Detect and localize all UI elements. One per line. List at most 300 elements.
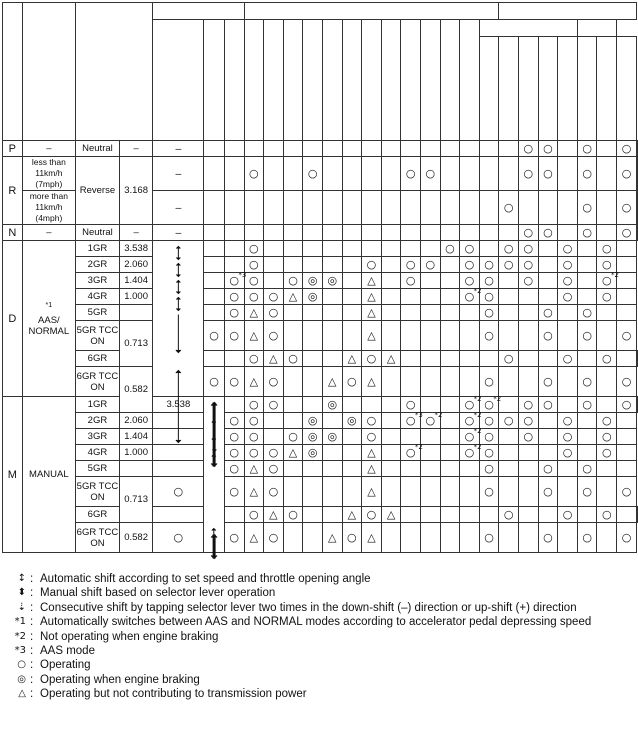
cell-b2-brake: [342, 367, 362, 397]
cell-f1-one-way-clutch: [420, 507, 440, 523]
marker-not-contributing-icon: △: [269, 351, 278, 365]
cell-engine-brake: [224, 241, 244, 257]
cell-tcc-control-solenoid: [617, 445, 637, 461]
cell-f2-one-way-clutch: [420, 367, 440, 397]
cell-f2-one-way-clutch: [420, 461, 440, 477]
cell-shift-solenoid-c: [519, 257, 539, 273]
cell-shift-solenoid-e: [558, 321, 578, 351]
gear-cell: 1GR: [76, 397, 120, 413]
cell-shift-solenoid-a: [479, 321, 499, 351]
marker-operating-icon: ○: [562, 289, 573, 303]
legend-item: [0, 601, 638, 615]
cell-c4-clutch: [303, 461, 323, 477]
cell-shift-solenoid-c: [519, 241, 539, 257]
cell-c4-clutch: [303, 241, 323, 257]
cell-c4-clutch: [303, 157, 323, 191]
legend-colon: :: [30, 587, 34, 600]
marker-operating-icon: ○: [484, 273, 494, 287]
shift-cell: –: [153, 157, 204, 191]
table-row: [3, 273, 638, 289]
legend-item: [0, 673, 638, 687]
cell-b4-brake: [381, 413, 401, 429]
cell-c1-clutch: [244, 241, 264, 257]
cell-shift-solenoid-e: [558, 523, 578, 553]
marker-operating-icon: ○: [523, 273, 534, 287]
marker-operating-icon: ○: [249, 257, 259, 271]
marker-operating-icon: ○: [288, 351, 298, 365]
cell-engine-brake: [244, 351, 264, 367]
cell-c2-clutch: [264, 191, 284, 225]
cell-tcc-control-solenoid: [617, 141, 637, 157]
marker-operating-icon: ○: [366, 507, 377, 521]
cell-tcc: [153, 477, 204, 507]
legend-colon: :: [30, 645, 34, 658]
cell-c1-clutch: [244, 305, 264, 321]
cell-tcc-control-solenoid: [617, 413, 637, 429]
ratio-cell: [153, 507, 204, 523]
marker-operating-icon: ○: [425, 166, 436, 180]
cell-shift-solenoid-b: [499, 225, 519, 241]
cell-shift-solenoid-d: [538, 445, 558, 461]
cell-shift-solenoid-f: [577, 241, 597, 257]
cell-f3-one-way-clutch: [440, 445, 460, 461]
cell-b4-brake: [381, 321, 401, 351]
cell-c1-clutch: [244, 191, 264, 225]
cell-shift-solenoid-e: [577, 397, 597, 413]
ratio-cell: 1.000: [119, 445, 153, 461]
marker-operating-icon: ○: [582, 141, 592, 155]
cell-b2-brake: [342, 429, 362, 445]
cell-shift-solenoid-b: [499, 321, 519, 351]
marker-not-contributing-icon: △: [249, 328, 259, 342]
cell-f4-one-way-clutch: [460, 305, 480, 321]
cell-c2-clutch: [264, 523, 284, 553]
cell-shift-solenoid-g: [597, 367, 617, 397]
cell-f4-one-way-clutch: [460, 321, 480, 351]
cell-f4-one-way-clutch: [460, 191, 480, 225]
marker-operating-icon: ○: [562, 429, 573, 443]
legend-key: ○: [17, 659, 26, 671]
marker-operating-icon: ○: [249, 429, 259, 443]
cell-f1-one-way-clutch: [401, 257, 421, 273]
cell-shift-solenoid-f: [577, 429, 597, 445]
marker-operating-icon: ○: [464, 257, 475, 271]
marker-operating-icon: ○: [523, 166, 534, 180]
range-d: D: [3, 241, 23, 397]
footnote-mark: *3: [414, 410, 423, 419]
cell-c4-clutch: [322, 397, 342, 413]
marker-operating-icon: ○: [249, 397, 259, 411]
marker-operating-icon: ○: [288, 429, 298, 443]
cell-shift-solenoid-a: [479, 289, 499, 305]
footnote-mark: *2: [473, 426, 482, 435]
marker-operating-icon: ○: [582, 484, 592, 498]
marker-operating-icon: ○: [268, 397, 279, 411]
marker-not-contributing-icon: △: [367, 305, 376, 319]
cell-shift-solenoid-e: [558, 367, 578, 397]
cell-c3-clutch: [283, 191, 303, 225]
marker-not-contributing-icon: △: [249, 530, 259, 544]
cell-c3-clutch: [283, 367, 303, 397]
ratio-cell: [119, 461, 153, 477]
shift-cell: –: [153, 141, 204, 157]
marker-not-contributing-icon: △: [367, 289, 376, 303]
cell-c3-clutch: [283, 273, 303, 289]
cell-shift-solenoid-d: [538, 477, 558, 507]
col-b4-brake: [381, 20, 401, 141]
legend-colon: :: [30, 673, 34, 686]
marker-operating-icon: ○: [366, 413, 377, 427]
cell-f2-one-way-clutch: [440, 351, 460, 367]
cell-shift-solenoid-d: [538, 257, 558, 273]
cell-shift-solenoid-c: [519, 367, 539, 397]
marker-not-contributing-icon: △: [367, 273, 376, 287]
cell-b4-brake: [381, 273, 401, 289]
cell-tcc: [204, 321, 225, 351]
marker-operating-icon: ○: [601, 257, 612, 271]
cell-tcc: [204, 273, 225, 289]
cell-shift-solenoid-b: [499, 305, 519, 321]
marker-operating-icon: ○: [523, 225, 534, 239]
cell-tcc-control-solenoid: [617, 461, 637, 477]
cell-shift-solenoid-a: [499, 507, 519, 523]
cell-b3-brake: [362, 445, 382, 461]
gear-cell: Neutral: [76, 141, 120, 157]
cell-shift-solenoid-g: [597, 461, 617, 477]
cell-b3-brake: [362, 241, 382, 257]
col-c3-clutch: [283, 20, 303, 141]
cell-b1-brake: [342, 351, 362, 367]
marker-operating-icon: ○ *2: [464, 426, 482, 443]
cell-c3-clutch: [283, 141, 303, 157]
marker-operating-icon: ○: [503, 257, 514, 271]
marker-operating-icon: ○: [543, 225, 553, 239]
marker-operating-icon: ○: [249, 445, 259, 459]
cell-shift-solenoid-d: [558, 397, 578, 413]
marker-operating-icon: ○: [523, 397, 534, 411]
cell-engine-brake: [224, 225, 244, 241]
col-c1-clutch: [244, 20, 264, 141]
marker-operating-icon: ○: [249, 507, 259, 521]
header-position-range: [3, 3, 23, 141]
ratio-cell: 1.404: [119, 429, 153, 445]
marker-operating-icon: ○: [601, 445, 612, 459]
cell-b2-brake: [342, 461, 362, 477]
cell-shift-solenoid-d: [538, 523, 558, 553]
legend-key: ⬍: [17, 587, 26, 599]
cell-engine-brake: [224, 305, 244, 321]
cell-shift-solenoid-f: [577, 321, 597, 351]
marker-operating-icon: ○: [523, 413, 534, 427]
cell-tcc: [224, 507, 244, 523]
header-gear-position: [76, 3, 153, 141]
cell-shift-solenoid-f: [577, 141, 597, 157]
cell-shift-solenoid-f: [597, 397, 617, 413]
cell-shift-solenoid-c: [519, 429, 539, 445]
cell-shift-solenoid-g: [597, 141, 617, 157]
marker-operating-icon: ○: [268, 305, 279, 319]
footnote-mark: *2: [473, 410, 482, 419]
gear-cell: 3GR: [76, 273, 120, 289]
cell-engine-brake: [244, 507, 264, 523]
cell-b1-brake: [342, 507, 362, 523]
marker-not-contributing-icon: △: [347, 507, 357, 521]
cell-c1-clutch: [244, 523, 264, 553]
cell-f2-one-way-clutch: [420, 241, 440, 257]
header-transmission: [244, 3, 499, 20]
cell-c3-clutch: [283, 461, 303, 477]
table-row: [3, 257, 638, 273]
gear-cell: 5GR: [76, 461, 120, 477]
col-c4-clutch: [303, 20, 323, 141]
cell-b2-brake: [342, 289, 362, 305]
marker-operating-icon: ○: [366, 429, 377, 443]
cell-f4-one-way-clutch: [479, 507, 499, 523]
cell-c3-clutch: [283, 305, 303, 321]
cell-b2-brake: [342, 477, 362, 507]
cell-shift-solenoid-c: [519, 461, 539, 477]
cell-shift-solenoid-d: [538, 321, 558, 351]
gear-cell: 3GR: [76, 429, 120, 445]
table-row: [3, 321, 638, 351]
cell-shift-solenoid-c: [519, 157, 539, 191]
cell-tcc: [153, 429, 204, 445]
cell-b1-brake: [322, 273, 342, 289]
cell-shift-solenoid-b: [499, 429, 519, 445]
cell-b4-brake: [381, 445, 401, 461]
marker-operating-icon: ○: [307, 166, 318, 180]
cell-shift-solenoid-g: [597, 477, 617, 507]
cell-c4-clutch: [303, 305, 323, 321]
marker-operating-icon: ○: [405, 257, 416, 271]
marker-operating-icon: ○ *2: [464, 410, 482, 427]
marker-operating-icon: ○: [582, 461, 592, 475]
cell-c4-clutch: [303, 257, 323, 273]
cell-shift-solenoid-g: [617, 507, 637, 523]
cell-tcc-control-solenoid: [637, 351, 638, 367]
cell-f4-one-way-clutch: [460, 157, 480, 191]
footnote-mark: *2: [493, 394, 502, 403]
marker-operating-icon: ○: [445, 241, 455, 255]
marker-not-contributing-icon: △: [386, 507, 396, 521]
cell-b2-brake: [342, 523, 362, 553]
cell-tcc-control-solenoid: [617, 241, 637, 257]
cell-shift-solenoid-a: [479, 241, 499, 257]
legend-key: ↕: [17, 573, 26, 584]
marker-operating-icon: ○: [523, 257, 534, 271]
cell-shift-solenoid-g: [597, 445, 617, 461]
cell-shift-solenoid-c: [519, 305, 539, 321]
gear-cell: 5GR TCC ON: [76, 477, 120, 507]
cell-shift-solenoid-a: [479, 461, 499, 477]
legend-colon: :: [30, 688, 34, 701]
cell-b3-brake: [362, 477, 382, 507]
cell-c1-clutch: [244, 429, 264, 445]
cell-c1-clutch: [264, 351, 284, 367]
legend-key: *2: [14, 630, 26, 642]
cell-shift-solenoid-e: [558, 257, 578, 273]
table-row: [3, 157, 638, 191]
legend-text: Operating: [40, 659, 91, 672]
cell-engine-brake: [224, 445, 244, 461]
cell-c2-clutch: [264, 257, 284, 273]
cell-f4-one-way-clutch: [460, 241, 480, 257]
marker-operating-icon: ○: [366, 257, 377, 271]
marker-operating-icon: ○: [543, 530, 553, 544]
cell-shift-solenoid-b: [499, 289, 519, 305]
legend-colon: :: [30, 616, 34, 629]
cell-c1-clutch: [244, 445, 264, 461]
col-b3-brake: [362, 20, 382, 141]
cell-shift-solenoid-g: [597, 289, 617, 305]
marker-operating-icon: ○ *2: [425, 410, 443, 427]
cell-shift-solenoid-g: [597, 191, 617, 225]
marker-not-contributing-icon: △: [249, 305, 259, 319]
cell-b1-brake: [322, 141, 342, 157]
cell-b1-brake: [342, 397, 362, 413]
cell-tcc: [153, 523, 204, 553]
marker-operating-icon: ○: [562, 445, 573, 459]
mode-cell: [22, 397, 76, 553]
cell-shift-solenoid-d: [538, 141, 558, 157]
legend-key: ◎: [17, 673, 26, 685]
cell-tcc: [153, 413, 204, 429]
cell-f1-one-way-clutch: [401, 461, 421, 477]
cell-b4-brake: [381, 191, 401, 225]
cell-b4-brake: [381, 225, 401, 241]
table-row: [3, 413, 638, 429]
cell-c2-clutch: [264, 225, 284, 241]
cell-b1-brake: [322, 225, 342, 241]
mode-cell: [22, 141, 76, 157]
marker-operating-icon: ○: [582, 200, 592, 214]
marker-operating-icon: ○: [582, 530, 592, 544]
marker-operating-icon: ○: [621, 141, 632, 155]
cell-c1-clutch: [244, 477, 264, 507]
cell-shift-solenoid-d: [538, 225, 558, 241]
marker-operating-icon: ○: [582, 397, 592, 411]
marker-operating-icon: ○: [562, 351, 573, 365]
marker-operating-icon: ○: [621, 484, 632, 498]
cell-engine-brake: [224, 523, 244, 553]
cell-c3-clutch: [283, 429, 303, 445]
cell-engine-brake: [224, 461, 244, 477]
marker-operating-icon: ○: [229, 289, 239, 303]
cell-shift-solenoid-c: [538, 351, 558, 367]
cell-tcc: [204, 157, 225, 191]
cell-c4-clutch: [303, 367, 323, 397]
legend-key: *3: [14, 645, 26, 657]
cell-shift-solenoid-e: [558, 225, 578, 241]
cell-b4-brake: [381, 523, 401, 553]
cell-b1-brake: [322, 191, 342, 225]
marker-operating-icon: ○: [523, 241, 534, 255]
range-m: M: [3, 397, 23, 553]
cell-shift-solenoid-f: [597, 507, 617, 523]
cell-shift-solenoid-g: [617, 351, 637, 367]
gear-cell: 4GR: [76, 289, 120, 305]
legend-text: Automatic shift according to set speed and throttle opening angle: [40, 573, 371, 585]
cell-f2-one-way-clutch: [420, 191, 440, 225]
cell-c4-clutch: [303, 191, 323, 225]
table-row: [3, 351, 638, 367]
cell-b3-brake: [362, 321, 382, 351]
cell-shift-solenoid-f: [577, 477, 597, 507]
mode-cell: [22, 241, 76, 397]
marker-operating-icon: ○: [601, 351, 612, 365]
col-b1-brake: [322, 20, 342, 141]
col-tcc-control-solenoid: [617, 37, 637, 141]
marker-operating-icon: ○: [543, 484, 553, 498]
col-b2-brake: [342, 20, 362, 141]
cell-shift-solenoid-g: [597, 270, 619, 289]
cell-shift-solenoid-c: [519, 225, 539, 241]
marker-operating-icon: ○: [484, 429, 494, 443]
marker-operating-icon: ○: [209, 374, 219, 388]
cell-f4-one-way-clutch: [460, 286, 482, 305]
cell-c1-clutch: [244, 289, 264, 305]
cell-b2-brake: [362, 397, 382, 413]
cell-shift-solenoid-c: [519, 445, 539, 461]
cell-c3-clutch: [283, 477, 303, 507]
cell-tcc: [204, 367, 225, 397]
ratio-cell: –: [119, 225, 153, 241]
cell-undefined: [637, 191, 638, 225]
cell-b2-brake: [342, 445, 362, 461]
marker-operating-icon: ○: [405, 273, 416, 287]
cell-tcc: [204, 305, 225, 321]
marker-operating-icon: ○: [601, 429, 612, 443]
cell-f2-one-way-clutch: [420, 523, 440, 553]
cell-f1-one-way-clutch: [401, 321, 421, 351]
legend-text: Not operating when engine braking: [40, 630, 219, 643]
legend-key: *1: [14, 616, 26, 628]
cell-shift-solenoid-g: [597, 413, 617, 429]
ratio-cell: [119, 305, 153, 321]
cell-f4-one-way-clutch: [460, 523, 480, 553]
cell-f2-one-way-clutch: [420, 477, 440, 507]
marker-operating-icon: ○ *2: [484, 394, 502, 411]
cell-shift-solenoid-d: [558, 351, 578, 367]
mode-label: MANUAL: [29, 469, 69, 480]
cell-b3-brake: [362, 461, 382, 477]
cell-b1-brake: [322, 461, 342, 477]
cell-b4-brake: [381, 257, 401, 273]
cell-c3-clutch: [283, 241, 303, 257]
mode-cell: [22, 225, 76, 241]
cell-b3-brake: [362, 157, 382, 191]
cell-c3-clutch: [283, 445, 303, 461]
marker-operating-icon: ○: [229, 374, 239, 388]
marker-operating-icon: ○: [173, 484, 184, 498]
cell-f1-one-way-clutch: [401, 225, 421, 241]
cell-f2-one-way-clutch: [420, 429, 440, 445]
cell-shift-solenoid-e: [558, 461, 578, 477]
marker-operating-icon: ○: [268, 461, 279, 475]
marker-operating-icon: ○: [464, 273, 475, 287]
ratio-cell: 1.000: [119, 289, 153, 305]
cell-tcc: [204, 225, 225, 241]
cell-shift-solenoid-f: [597, 351, 617, 367]
cell-b3-brake: [362, 523, 382, 553]
cell-c3-clutch: [283, 413, 303, 429]
cell-shift-solenoid-d: [538, 305, 558, 321]
cell-tcc-control-solenoid: [617, 429, 637, 445]
ratio-cell: 3.538: [153, 397, 204, 413]
marker-operating-icon: ○: [621, 166, 632, 180]
cell-shift-solenoid-g: [597, 429, 617, 445]
cell-shift-solenoid-g: [597, 305, 617, 321]
